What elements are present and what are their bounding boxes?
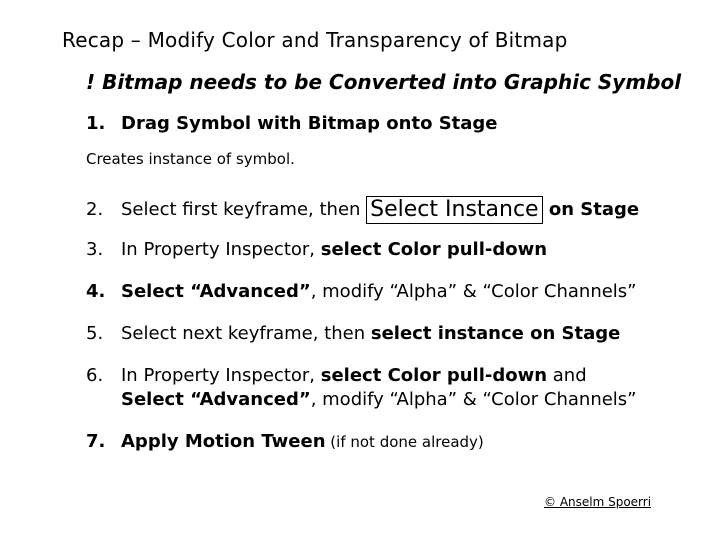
step-number: 2. [86, 199, 104, 220]
step-1 [86, 113, 498, 134]
step-6 [86, 365, 587, 386]
step-4 [86, 281, 637, 302]
step-bold-text: Apply Motion Tween [121, 431, 326, 452]
step-text: Select next keyframe, then [121, 323, 371, 344]
step-bold-text: select instance on Stage [370, 323, 621, 344]
step-bold-text: Select “Advanced” [121, 389, 311, 410]
note-prefix: Creates [86, 150, 149, 168]
step-aside-text: (if not done already) [325, 433, 484, 451]
step-number: 5. [86, 323, 104, 344]
step-7 [86, 431, 484, 452]
step-3 [86, 239, 547, 260]
note-body: instance of symbol. [148, 150, 295, 168]
step-number: 7. [86, 431, 106, 452]
step-text: In Property Inspector, [121, 365, 321, 386]
step-bold-text: Select “Advanced” [121, 281, 311, 302]
step-5 [86, 323, 620, 344]
step-6-continuation [121, 389, 637, 410]
step-text: Drag Symbol with Bitmap onto Stage [121, 113, 498, 134]
warning-text: ! Bitmap needs to be Converted into Graphic Symbol [86, 70, 682, 94]
step-number: 6. [86, 365, 104, 386]
step-2 [86, 196, 639, 224]
step-text: , modify “Alpha” & “Color Channels” [310, 281, 637, 302]
step-bold-text: select Color pull-down [320, 239, 548, 260]
step-text: Select first keyframe, then [121, 199, 367, 220]
highlight-box: Select Instance [366, 196, 542, 224]
step-bold-text: select Color pull-down [320, 365, 548, 386]
step-number: 4. [86, 281, 106, 302]
step-text: , modify “Alpha” & “Color Channels” [310, 389, 637, 410]
credit-link[interactable]: © Anselm Spoerri [544, 495, 652, 509]
step-tail-text: and [547, 365, 587, 386]
slide-title: Recap – Modify Color and Transparency of Bitmap [62, 28, 568, 52]
note-text [86, 150, 295, 168]
step-text: In Property Inspector, [121, 239, 321, 260]
step-number: 1. [86, 113, 106, 134]
step-number: 3. [86, 239, 104, 260]
step-bold-text: on Stage [542, 199, 640, 220]
